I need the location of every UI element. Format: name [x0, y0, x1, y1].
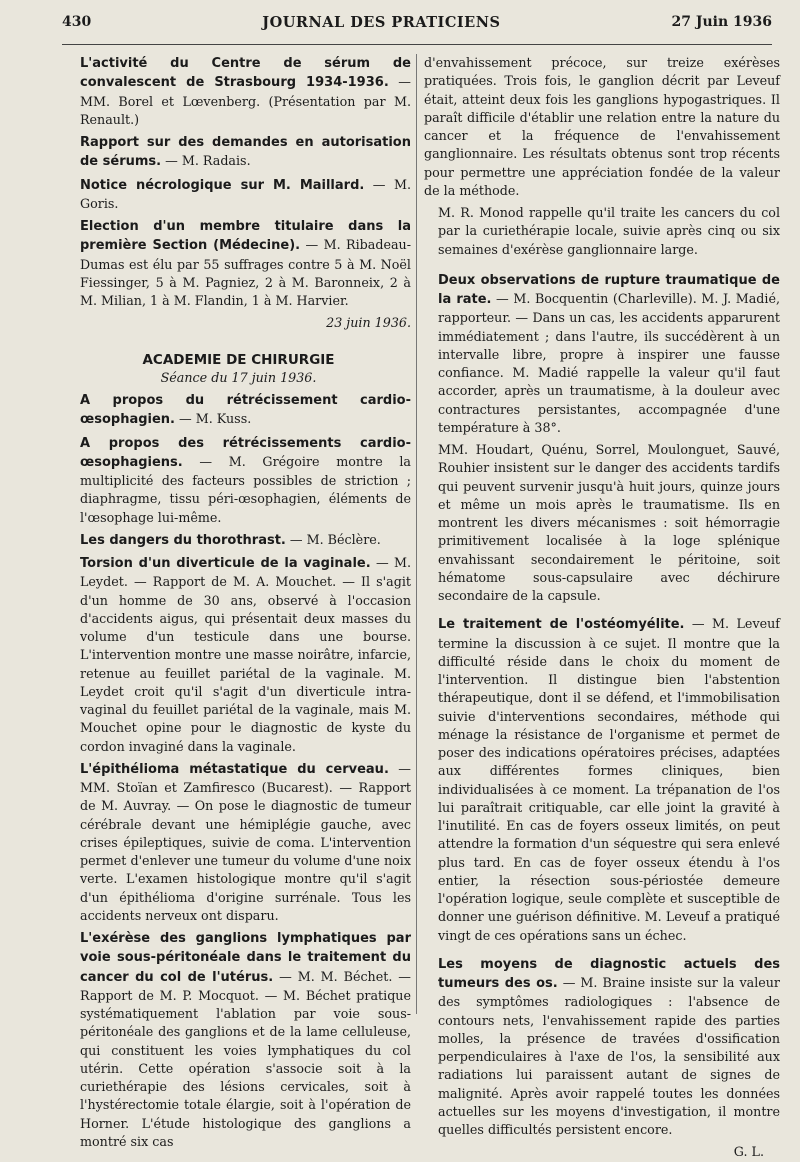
article-ganglions: L'exérèse des ganglions lymphatiques par voie sous-péritonéale dans le traitement du cancer du col de l'utérus. — M. M. Béchet. — Rapport de M. P. Mocquot. — M. Béchet pratique systématiquement l'ablation par voie sous-péritonéale des ganglions et de la lame celluleuse, qui constituent les voies lymphatiques du col utérin. Cette opération s'associe soit à la curiethérapie des lésions cervicales, soit à l'hystérectomie totale élargie, soit à l'opération de Horner. L'étude histologique des ganglions a montré six cas [80, 931, 411, 1149]
article-thorothrast: Les dangers du thorothrast. — M. Béclère. [80, 531, 381, 548]
article-rapport-serums: Rapport sur des demandes en autorisation de sérums. — M. Radais. [80, 135, 411, 170]
header-rule [62, 44, 772, 45]
left-column [66, 54, 411, 1151]
article-kuss: A propos du rétrécissement cardio-œsophagien. — M. Kuss. [80, 393, 411, 428]
article-election: Election d'un membre titulaire dans la première Section (Médecine). — M. Ribadeau-Dumas est élu par 55 suffrages contre 5 à M. Noël Fiessinger, 5 à M. Pagniez, 2 à M. Baronneix, 2 à M. Milian, 1 à M. Flandin, 1 à M. Harvier. [80, 219, 411, 308]
section-session: Séance du 17 juin 1936. [160, 369, 317, 385]
article-epithelioma: L'épithélioma métastatique du cerveau. — MM. Stoïan et Zamfiresco (Bucarest). — Rapport de M. Auvray. — On pose le diagnostic de tumeur cérébrale devant une hémiplégie gauche, avec crises épileptiques, suivie de coma. L'intervention permet d'enlever une tumeur du volume d'une noix verte. L'examen histologique montre qu'il s'agit d'un épithélioma d'origine surrénale. Tous les accidents nerveux ont disparu. [80, 760, 411, 923]
article-serum-strasbourg: L'activité du Centre de sérum de convalescent de Strasbourg 1934-1936. — MM. Borel et Lœvenberg. (Présentation par M. Renault.) [80, 56, 411, 127]
article-gregoire: A propos des rétrécissements cardio-œsophagiens. — M. Grégoire montre la multiplicité des facteurs possibles de striction ; diaphragme, tissu péri-œsophagien, éléments de l'œsophage lui-même. [80, 435, 411, 525]
article-tumeurs-os: Les moyens de diagnostic actuels des tumeurs des os. — M. Braine insiste sur la valeur des symptômes radiologiques : l'absence de contours nets, l'envahissement rapide des parties molles, la présence de travées d'ossification perpendiculaires à l'axe de l'os, la sensibilité aux radiations lui paraissent autant de signes de malignité. Après avoir rappelé toutes les données actuelles sur les moyens d'investigation, il montre quelles difficultés persistent encore. [438, 956, 781, 1137]
election-date: 23 juin 1936. [326, 315, 411, 331]
ganglions-continued: d'envahissement précoce, sur treize exérèses pratiquées. Trois fois, le ganglion décrit par Leveuf était, atteint deux fois les ganglions hypogastriques. Il paraît difficile d'établir une relation entre la nature du cancer et la fréquence de l'envahissement ganglionnaire. Les résultats obtenus sont trop récents pour permettre une appréciation fondée de la valeur de la méthode. [424, 55, 780, 198]
monod-remark: M. R. Monod rappelle qu'il traite les cancers du col par la curiethérapie locale, suivie après cinq ou six semaines d'exérèse ganglionnaire large. [438, 205, 780, 257]
author-initials: G. L. [733, 1144, 764, 1160]
journal-title: JOURNAL DES PRATICIENS [262, 14, 501, 31]
accidents-tardifs: MM. Houdart, Quénu, Sorrel, Moulonguet, Sauvé, Rouhier insistent sur le danger des accidents tardifs qui peuvent survenir jusqu'à huit jours, quinze jours et même un mois après le traumatisme. Ils en montrent les divers mécanismes : soit hémorragie primitivement localisée à la loge splénique envahissant secondairement le péritoine, soit hématome sous-capsulaire avec déchirure secondaire de la capsule. [438, 442, 780, 603]
section-title: ACADEMIE DE CHIRURGIE [142, 351, 335, 368]
issue-date: 27 Juin 1936 [671, 14, 772, 30]
article-torsion-vaginale: Torsion d'un diverticule de la vaginale. — M. Leydet. — Rapport de M. A. Mouchet. — Il s'agit d'un homme de 30 ans, observé à l'occasion d'accidents aigus, qui présentait deux masses du volume d'un testicule dans une bourse. L'intervention montre une masse noirâtre, infarcie, retenue au feuillet pariétal de la vaginale. M. Leydet croit qu'il s'agit d'un diverticule intra-vaginal du feuillet pariétal de la vaginale, mais M. Mouchet opine pour le diagnostic de kyste du cordon invaginé dans la vaginale. [80, 555, 411, 754]
page-header [62, 14, 772, 40]
article-notice-maillard: Notice nécrologique sur M. Maillard. — M. Goris. [80, 176, 411, 211]
article-osteomyelite: Le traitement de l'ostéomyélite. — M. Leveuf termine la discussion à ce sujet. Il montre que la difficulté réside dans le choix du moment de l'intervention. Il distingue bien l'abstention thérapeutique, dont il se défend, et l'immobilisation suivie d'interventions secondaires, méthode qui ménage la résistance de l'organisme et permet de poser des indications opératoires précises, adaptées aux différentes formes cliniques, bien individualisées à ce moment. La trépanation de l'os lui paraîtrait critiquable, car elle joint la gravité à l'inutilité. En cas de foyers osseux limités, on peut attendre la formation d'un séquestre qui sera enlevé plus tard. En cas de foyer osseux étendu à l'os entier, la résection sous-périostée demeure l'opération logique, seule complète et susceptible de donner une guérison définitive. M. Leveuf a pratiqué vingt de ces opérations sans un échec. [438, 616, 780, 943]
right-column [424, 54, 780, 1162]
column-divider [416, 54, 417, 1014]
article-rupture-rate: Deux observations de rupture traumatique de la rate. — M. Bocquentin (Charleville). M. J. Madié, rapporteur. — Dans un cas, les accidents apparurent immédiatement ; dans l'autre, ils succédèrent à un intervalle libre, propre à inspirer une fausse confiance. M. Madié rappelle la valeur qu'il faut accorder, après un traumatisme, à la douleur avec contractures persistantes, accompagnée d'une température à 38°. [438, 272, 780, 435]
page-number: 430 [62, 14, 92, 30]
